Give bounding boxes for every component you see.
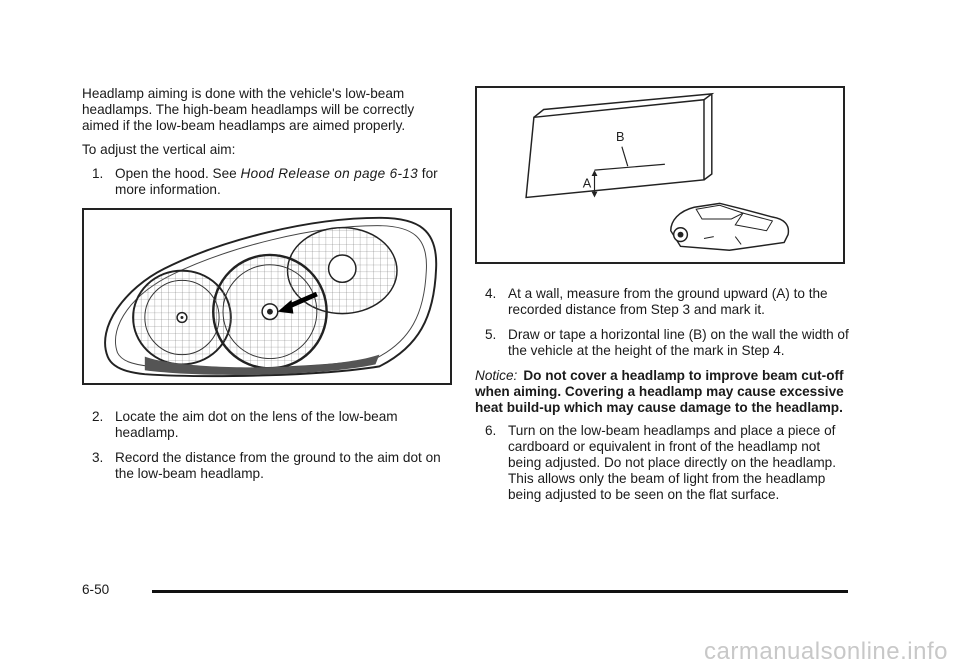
step-text-after: for more information.: [115, 166, 438, 197]
step-text: Draw or tape a horizontal line (B) on the wall the width of the vehicle at the height of the mark in Step 4.: [508, 327, 849, 358]
notice-block: [475, 368, 850, 416]
step-number: 4.: [485, 286, 497, 301]
page-number: 6-50: [82, 582, 110, 597]
headlamp-illustration: [82, 208, 452, 385]
step-number: 1.: [92, 166, 104, 181]
step-text: At a wall, measure from the ground upward (A) to the recorded distance from Step 3 and mark it.: [508, 286, 828, 317]
label-b: B: [616, 129, 625, 144]
left-column: [82, 86, 454, 491]
intro-paragraph: Headlamp aiming is done with the vehicle's low-beam headlamps. The high-beam headlamps will be correctly aimed if the low-beam headlamps are aimed properly.: [82, 86, 415, 133]
step-number: 5.: [485, 327, 497, 342]
step-text: Record the distance from the ground to the aim dot on the low-beam headlamp.: [115, 450, 441, 481]
step-3: [82, 450, 454, 482]
step-number: 3.: [92, 450, 104, 465]
step-text: Locate the aim dot on the lens of the low-beam headlamp.: [115, 409, 398, 440]
step-number: 6.: [485, 423, 497, 438]
step-5: [475, 327, 850, 359]
step-number: 2.: [92, 409, 104, 424]
step-text: Open the hood. See: [115, 166, 241, 181]
notice-text: Do not cover a headlamp to improve beam cut-off when aiming. Covering a headlamp may cause excessive heat build-up which may cause damage to the headlamp.: [475, 368, 844, 415]
vertical-aim-intro: To adjust the vertical aim:: [82, 142, 236, 157]
step-6: [475, 423, 850, 503]
notice-label: Notice:: [475, 368, 518, 383]
right-column: [475, 86, 850, 512]
step-text: Turn on the low-beam headlamps and place a piece of cardboard or equivalent in front of the headlamp not being adjusted. Do not place directly on the headlamp. This allows only the beam of light from the headlamp being adjusted to be seen on the flat surface.: [508, 423, 836, 502]
step-2: [82, 409, 454, 441]
headlamp-drawing: [84, 210, 450, 383]
step-1: [82, 166, 454, 198]
watermark: carmanualsonline.info: [704, 638, 948, 665]
wall-measurement-illustration: [475, 86, 845, 264]
hood-release-reference[interactable]: Hood Release on page 6-13: [240, 166, 419, 181]
label-a: A: [582, 176, 592, 191]
step-4: [475, 286, 850, 318]
wall-drawing: [477, 88, 843, 262]
footer-rule: [152, 590, 848, 593]
